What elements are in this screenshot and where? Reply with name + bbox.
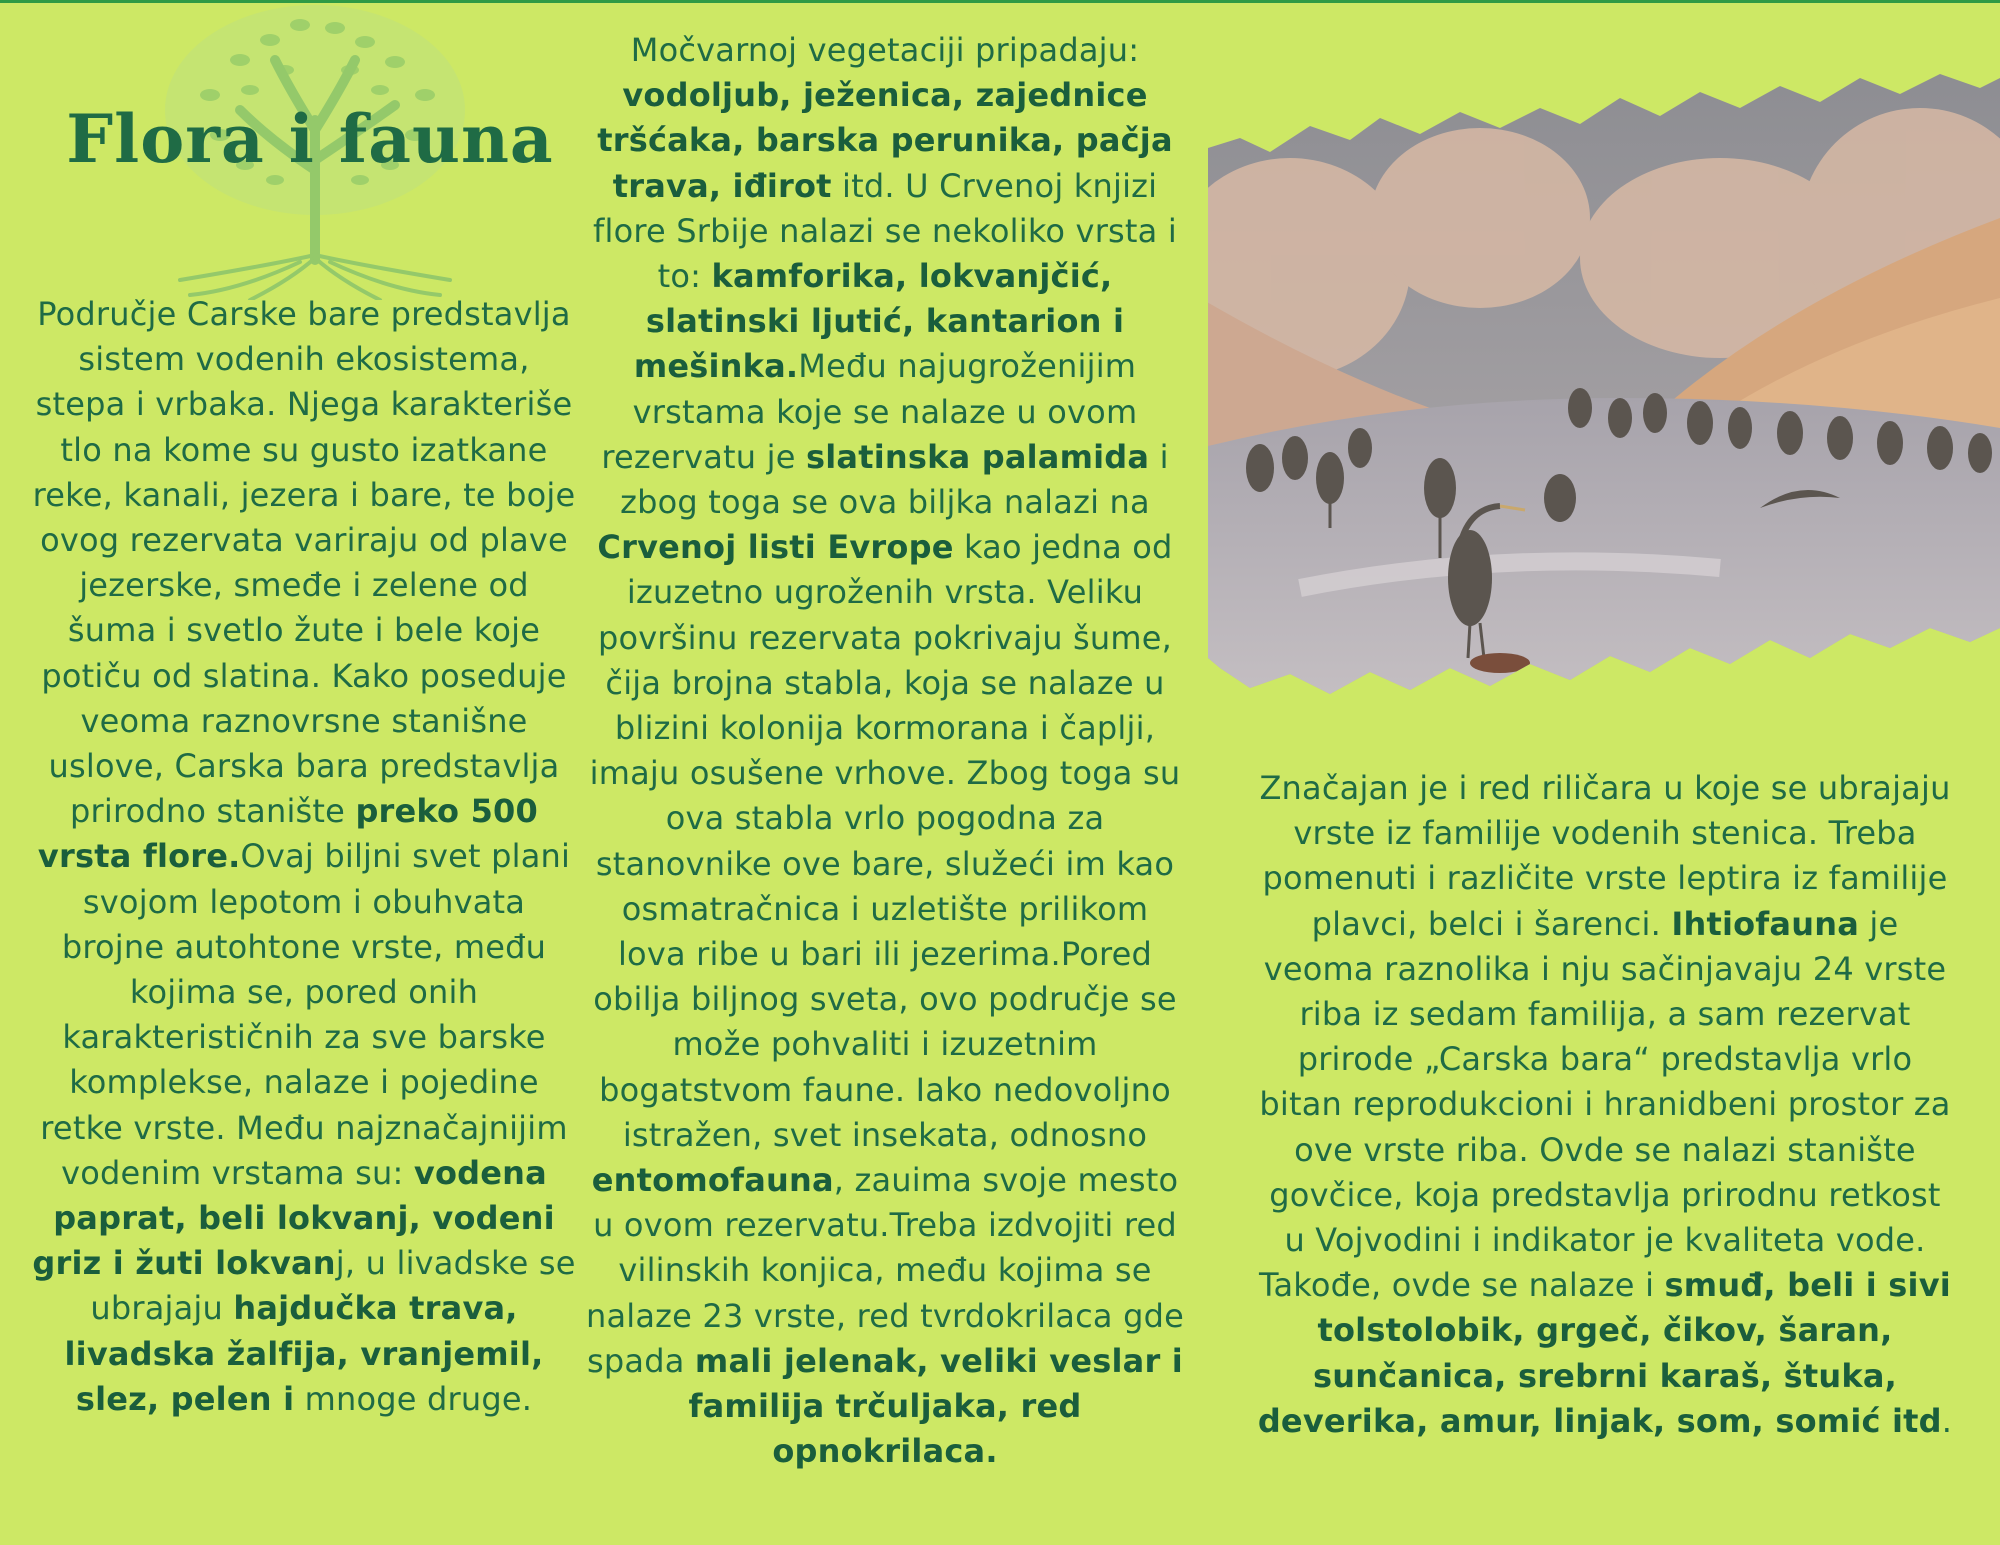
highlighted-text: hajdučka trava, livadska žalfija, vranjemil, slez, pelen i	[64, 1289, 544, 1418]
highlighted-text: entomofauna	[591, 1161, 834, 1200]
highlighted-text: smuđ, beli i sivi tolstolobik, grgeč, čikov, šaran, sunčanica, srebrni karaš, štuka, deverika, amur, linjak, som, somić itd	[1257, 1266, 1951, 1440]
body-text: Ovaj biljni svet plani svojom lepotom i obuhvata brojne autohtone vrste, među kojima se, pored onih karakterističnih za sve barske komplekse, nalaze i pojedine retke vrste. Među najznačajnijim vodenim vrstama su:	[40, 837, 571, 1192]
vegetation-column	[585, 28, 1185, 1475]
herons-river-photo	[1200, 68, 2000, 748]
body-text: Među najugroženijim vrstama koje se nalaze u ovom rezervatu je	[601, 347, 1138, 476]
flora-intro-column	[30, 292, 578, 1422]
body-text: itd. U Crvenoj knjizi flore Srbije nalazi se nekoliko vrsta i to:	[593, 166, 1177, 296]
body-text: Močvarnoj vegetaciji pripadaju:	[630, 31, 1140, 69]
body-text: , zauima svoje mesto u ovom rezervatu.Treba izdvojiti red vilinskih konjica, među kojima se nalaze 23 vrste, red tvrdokrilaca gde spada	[585, 1161, 1185, 1380]
page-title: Flora i fauna	[66, 100, 554, 178]
body-text: kao jedna od izuzetno ugroženih vrsta. Veliku površinu rezervata pokrivaju šume, čija brojna stabla, koja se nalaze u blizini kolonija kormorana i čaplji, imaju osušene vrhove. Zbog toga su ova stabla vrlo pogodna za stanovnike ove bare, služeći im kao osmatračnica i uzletište prilikom lova ribe u bari ili jezerima.Pored obilja biljnog sveta, ovo područje se može pohvaliti i izuzetnim bogatstvom faune. Iako nedovoljno istražen, svet insekata, odnosno	[589, 528, 1181, 1154]
body-text: .	[1941, 1401, 1953, 1440]
body-text: mnoge druge.	[294, 1379, 533, 1418]
highlighted-text: vodoljub, ježenica, zajednice tršćaka, barska perunika, pačja trava, iđirot	[597, 76, 1173, 205]
highlighted-text: vodena paprat, beli lokvanj, vodeni griz i žuti lokvan	[32, 1153, 555, 1283]
highlighted-text: Crvenoj listi Evrope	[597, 528, 954, 567]
body-text: Područje Carske bare predstavlja sistem vodenih ekosistema, stepa i vrbaka. Njega karakteriše tlo na kome su gusto izatkane reke, kanali, jezera i bare, te boje ovog rezervata variraju od plave jezerske, smeđe i zelene od šuma i svetlo žute i bele koje potiču od slatina. Kako poseduje veoma raznovrsne stanišne uslove, Carska bara predstavlja prirodno stanište	[32, 295, 576, 831]
body-text: Značajan je i red riličara u koje se ubrajaju vrste iz familije vodenih stenica. Treba pomenuti i različite vrste leptira iz familije plavci, belci i šarenci.	[1259, 769, 1951, 943]
body-text: j, u livadske se ubrajaju	[90, 1244, 576, 1328]
highlighted-text: kamforika, lokvanjčić, slatinski ljutić, kantarion i mešinka.	[633, 257, 1125, 386]
body-text: je veoma raznolika i nju sačinjavaju 24 vrste riba iz sedam familija, a sam rezervat prirode „Carska bara“ predstavlja vrlo bitan reprodukcioni i hranidbeni prostor za ove vrste riba. Ovde se nalazi stanište govčice, koja predstavlja prirodnu retkost u Vojvodini i indikator je kvaliteta vode. Takođe, ovde se nalaze i	[1259, 904, 1951, 1305]
highlighted-text: Ihtiofauna	[1671, 904, 1859, 943]
highlighted-text: mali jelenak, veliki veslar i familija trčuljaka, red opnokrilaca.	[688, 1341, 1183, 1471]
body-text: i zbog toga se ova biljka nalazi na	[620, 437, 1169, 522]
fauna-column	[1255, 766, 1955, 1444]
highlighted-text: slatinska palamida	[806, 437, 1150, 476]
highlighted-text: preko 500 vrsta flore.	[37, 792, 538, 876]
